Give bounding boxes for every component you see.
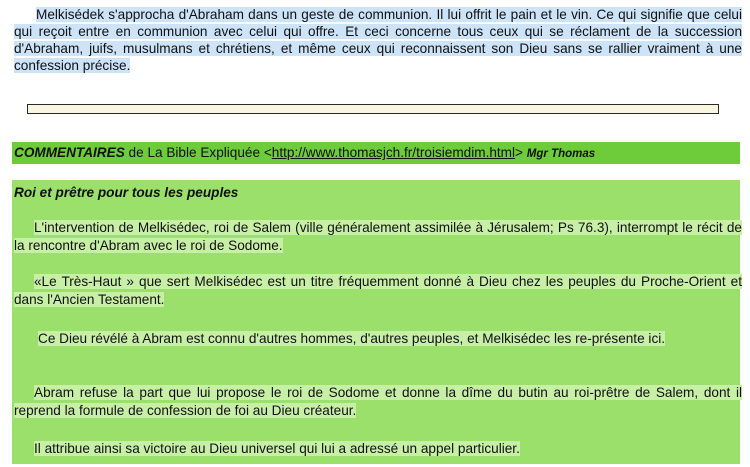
paragraph-2: [14, 273, 742, 308]
paragraph-5: [14, 440, 742, 458]
divider-bar: [27, 104, 719, 114]
commentary-header: [12, 142, 740, 164]
paragraph-4: [14, 384, 742, 419]
paragraph-3: [14, 330, 742, 348]
paragraph-text: L'intervention de Melkisédec, roi de Salem (ville généralement assimilée à Jérusalem; Ps 76.3), interrompt le récit de la rencontre d'Abram avec le roi de Sodome.: [14, 220, 742, 253]
paragraph-text: Abram refuse la part que lui propose le roi de Sodome et donne la dîme du butin au roi-prêtre de Salem, dont il reprend la formule de confession de foi au Dieu créateur.: [14, 385, 742, 418]
paragraph-text: Ce Dieu révélé à Abram est connu d'autres hommes, d'autres peuples, et Melkisédec les re-présente ici.: [38, 331, 666, 346]
paragraph-text: Il attribue ainsi sa victoire au Dieu universel qui lui a adressé un appel particulier.: [34, 441, 520, 456]
commentary-source-link[interactable]: http://www.thomasjch.fr/troisiemdim.html: [271, 145, 516, 160]
commentary-source-suffix: >: [515, 145, 523, 160]
intro-paragraph: [14, 6, 742, 74]
intro-text: Melkisédek s'approcha d'Abraham dans un geste de communion. Il lui offrit le pain et le vin. Ce qui signifie que celui qui reçoit entre en communion avec celui qui offre. Et ceci concerne tous ceux qui se réclament de la succession d'Abraham, juifs, musulmans et chrétiens, et même ceux qui reconnaissent son Dieu sans se rallier vraiment à une confession précise.: [14, 7, 742, 73]
commentary-lead: COMMENTAIRES: [14, 145, 125, 160]
paragraph-text: «Le Très-Haut » que sert Melkisédec est un titre fréquemment donné à Dieu chez les peuples du Proche-Orient et dans l'Ancien Testament.: [14, 274, 742, 307]
paragraph-1: [14, 219, 742, 254]
commentary-author: Mgr Thomas: [526, 148, 596, 160]
commentary-source-prefix: de La Bible Expliquée <: [128, 145, 272, 160]
section-title: Roi et prêtre pour tous les peuples: [14, 185, 239, 200]
